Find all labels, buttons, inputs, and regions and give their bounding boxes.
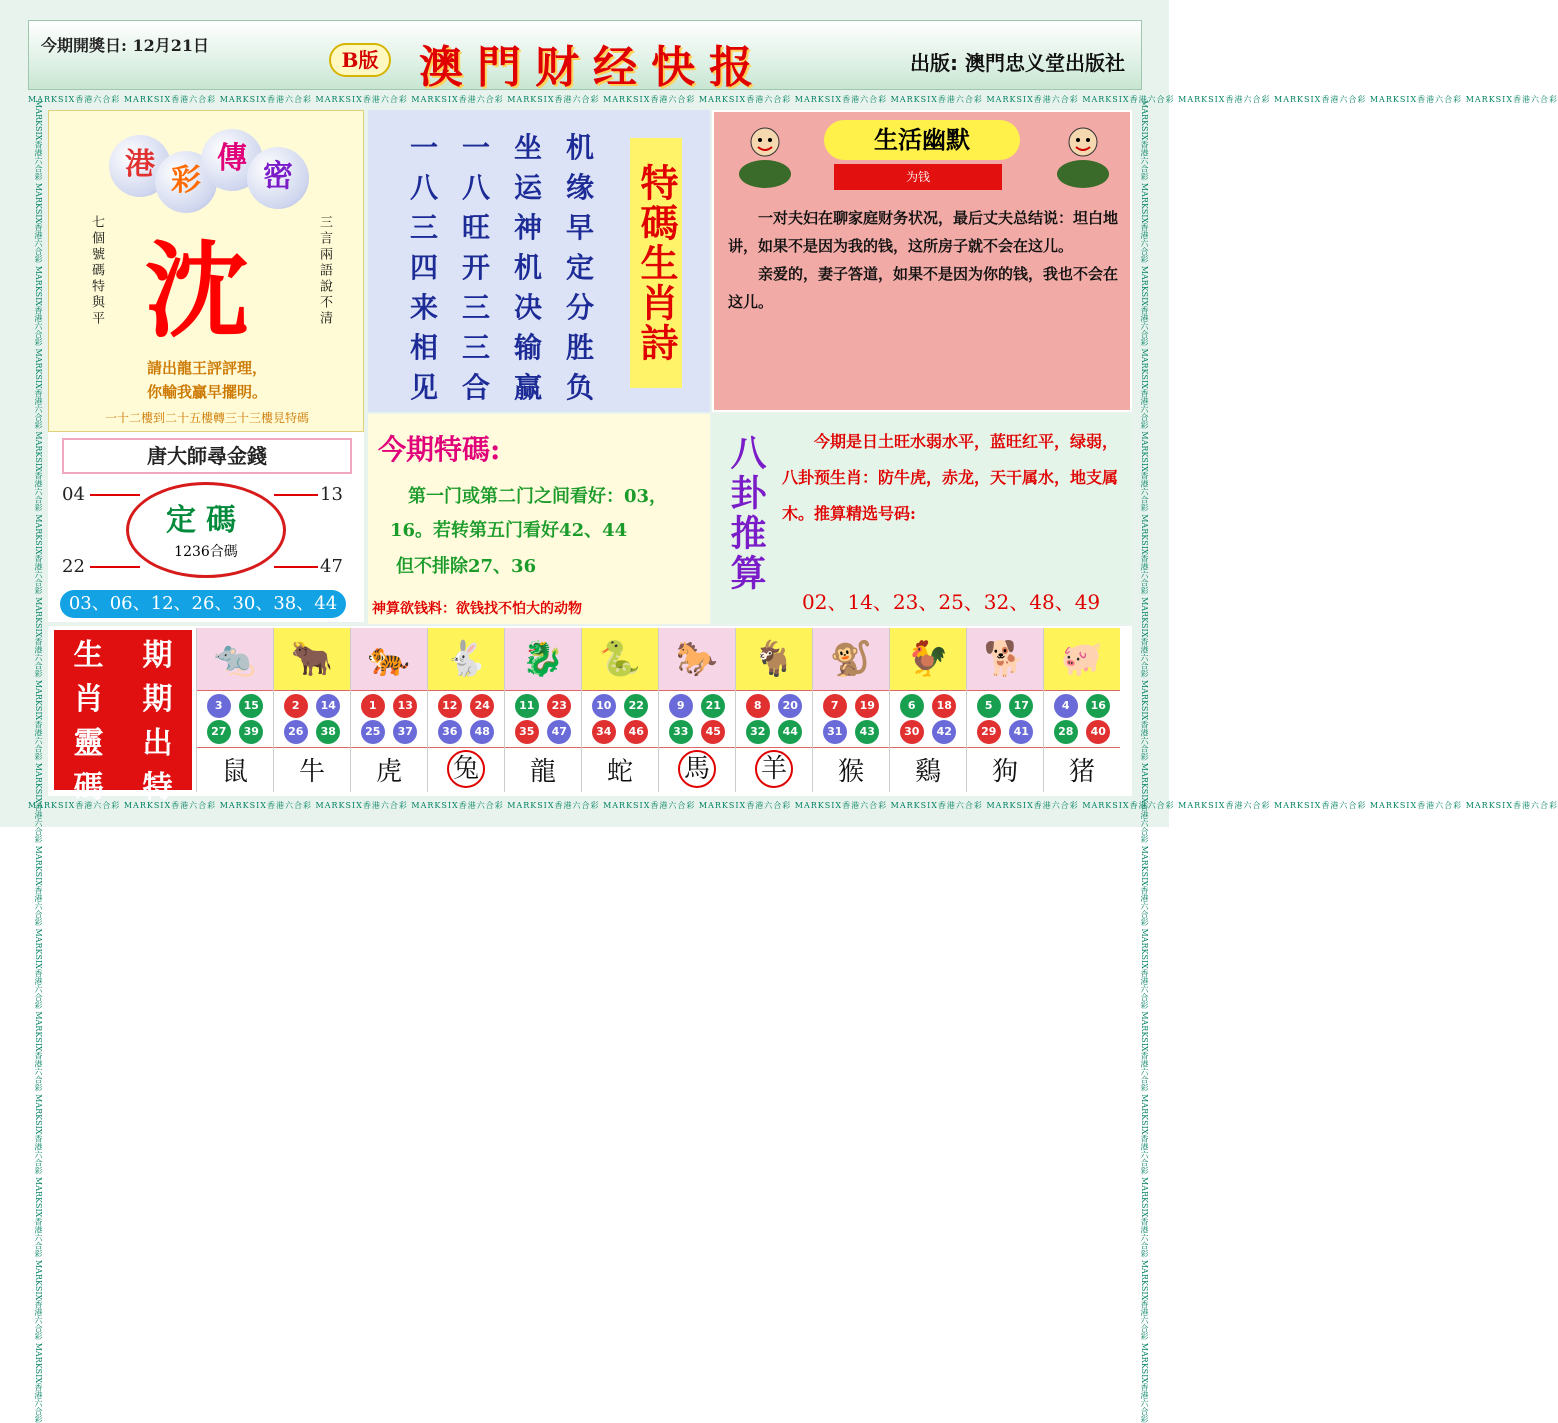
number-ball: 13 <box>393 694 417 718</box>
poem-char: 坐 <box>513 131 542 164</box>
number-balls <box>197 690 273 748</box>
poem-char: 八 <box>409 171 438 204</box>
bagua-panel <box>712 414 1132 624</box>
zodiac-name: 兔 <box>447 750 485 788</box>
number-ball: 16 <box>1086 694 1110 718</box>
number-ball: 47 <box>547 720 571 744</box>
zodiac-column <box>735 628 812 792</box>
number-ball: 37 <box>393 720 417 744</box>
zodiac-column <box>427 628 504 792</box>
poem-title: 特碼生肖詩 <box>630 138 682 388</box>
humor-panel <box>712 110 1132 412</box>
number-ball: 25 <box>361 720 385 744</box>
number-ball: 36 <box>438 720 462 744</box>
zodiac-table <box>48 626 1132 805</box>
number-tag: 04 <box>62 484 85 505</box>
zodiac-name: 猴 <box>837 756 864 787</box>
zodiac-name-cell <box>890 748 966 790</box>
number-ball: 20 <box>778 694 802 718</box>
number-ball: 8 <box>746 694 770 718</box>
dog-icon: 🐕 <box>967 628 1043 690</box>
zodiac-name: 羊 <box>755 750 793 788</box>
number-ball: 3 <box>207 694 231 718</box>
special-code-line: 第一门或第二门之间看好：03， <box>408 486 668 507</box>
zodiac-name-cell <box>274 748 350 790</box>
zodiac-label-char: 期 <box>142 638 173 673</box>
right-marksix-strip: MARKSIX香港六合彩 MARKSIX香港六合彩 MARKSIX香港六合彩 MARKSIX香港六合彩 MARKSIX香港六合彩 MARKSIX香港六合彩 MARKSIX香港六合彩 MARKSIX香港六合彩 MARKSIX香港六合彩 MARKSIX香港六合彩 MARKSIX香港六合彩 MARKSIX香港六合彩 MARKSIX香港六合彩 MARKSIX香港六合彩 MARKSIX香港六合彩 MARKSIX香港六合彩 <box>1140 100 1149 1423</box>
verse-line: 你輸我贏早擺明。 <box>146 383 267 401</box>
logo-char: 傳 <box>201 129 263 191</box>
header-bar <box>28 20 1142 93</box>
number-ball: 10 <box>592 694 616 718</box>
zodiac-name: 龍 <box>529 756 556 787</box>
issue-date: 今期開獎日: 12月21日 <box>41 36 210 55</box>
number-ball: 18 <box>932 694 956 718</box>
number-ball: 5 <box>977 694 1001 718</box>
logo-char: 彩 <box>155 151 217 213</box>
humor-title: 生活幽默 <box>824 120 1020 160</box>
number-ball: 6 <box>900 694 924 718</box>
ox-icon: 🐂 <box>274 628 350 690</box>
number-ball: 21 <box>701 694 725 718</box>
edition-badge: B版 <box>329 43 391 77</box>
zodiac-label-char: 碼 <box>73 770 104 805</box>
number-ball: 9 <box>669 694 693 718</box>
zodiac-column <box>812 628 889 792</box>
number-ball: 12 <box>438 694 462 718</box>
number-ball: 22 <box>624 694 648 718</box>
clown-icon <box>1054 120 1112 190</box>
zodiac-label-char: 特 <box>142 770 173 805</box>
humor-text <box>728 204 1120 316</box>
goat-icon: 🐐 <box>736 628 812 690</box>
number-tag: 13 <box>320 484 343 505</box>
zodiac-name: 鼠 <box>221 756 248 787</box>
humor-paragraph: 一对夫妇在聊家庭财务状况，最后丈夫总结说：坦白地讲，如果不是因为我的钱，这所房子就不会在这儿。 <box>728 209 1119 255</box>
zodiac-columns <box>196 628 1120 792</box>
number-ball: 2 <box>284 694 308 718</box>
zodiac-poem-panel <box>368 110 710 412</box>
special-code-title: 今期特碼: <box>378 433 501 466</box>
poem-char: 三 <box>409 211 438 244</box>
poem-char: 早 <box>565 211 594 244</box>
number-ball: 40 <box>1086 720 1110 744</box>
fixed-code-label: 定碼 <box>166 503 246 538</box>
number-balls <box>967 690 1043 748</box>
zodiac-name: 鷄 <box>914 756 941 787</box>
number-balls <box>890 690 966 748</box>
poem-char: 三 <box>461 291 490 324</box>
number-ball: 42 <box>932 720 956 744</box>
dragon-icon: 🐉 <box>505 628 581 690</box>
poem-char: 机 <box>513 251 542 284</box>
number-ball: 17 <box>1009 694 1033 718</box>
number-ball: 46 <box>624 720 648 744</box>
number-balls <box>1044 690 1120 748</box>
logo-char: 港 <box>109 135 171 197</box>
top-marksix-strip: MARKSIX香港六合彩 MARKSIX香港六合彩 MARKSIX香港六合彩 MARKSIX香港六合彩 MARKSIX香港六合彩 MARKSIX香港六合彩 MARKSIX香港六合彩 MARKSIX香港六合彩 MARKSIX香港六合彩 MARKSIX香港六合彩 MARKSIX香港六合彩 MARKSIX香港六合彩 MARKSIX香港六合彩 MARKSIX香港六合彩 MARKSIX香港六合彩 MARKSIX香港六合彩 <box>28 95 1558 104</box>
clown-icon <box>736 120 794 190</box>
number-ball: 7 <box>823 694 847 718</box>
zodiac-name-cell <box>736 748 812 790</box>
zodiac-column <box>658 628 735 792</box>
zodiac-label-char: 靈 <box>73 726 104 761</box>
bottom-marksix-strip: MARKSIX香港六合彩 MARKSIX香港六合彩 MARKSIX香港六合彩 MARKSIX香港六合彩 MARKSIX香港六合彩 MARKSIX香港六合彩 MARKSIX香港六合彩 MARKSIX香港六合彩 MARKSIX香港六合彩 MARKSIX香港六合彩 MARKSIX香港六合彩 MARKSIX香港六合彩 MARKSIX香港六合彩 MARKSIX香港六合彩 MARKSIX香港六合彩 MARKSIX香港六合彩 <box>28 801 1558 810</box>
zodiac-label-char: 期 <box>142 682 173 717</box>
zodiac-column <box>504 628 581 792</box>
zodiac-name-cell <box>1044 748 1120 790</box>
number-balls <box>736 690 812 748</box>
publisher-label: 出版: 澳門忠义堂出版社 <box>910 51 1125 75</box>
right-vertical-text: 三言兩語說不清 <box>317 215 332 327</box>
humor-subtitle: 为钱 <box>834 164 1002 190</box>
zodiac-name-cell <box>505 748 581 790</box>
number-balls <box>351 690 427 748</box>
number-balls <box>813 690 889 748</box>
zodiac-name-cell <box>351 748 427 790</box>
zodiac-name-cell <box>813 748 889 790</box>
number-balls <box>428 690 504 748</box>
number-balls <box>659 690 735 748</box>
zodiac-column <box>350 628 427 792</box>
zodiac-label-block <box>54 630 192 805</box>
poem-char: 胜 <box>565 331 594 364</box>
poem-char: 八 <box>461 171 490 204</box>
zodiac-name: 猪 <box>1068 756 1095 787</box>
bagua-numbers: 02、14、23、25、32、48、49 <box>802 590 1101 614</box>
poem-char: 负 <box>565 371 594 404</box>
riddle-panel <box>48 110 364 432</box>
zodiac-column <box>581 628 658 792</box>
humor-paragraph: 亲爱的，妻子答道，如果不是因为你的钱，我也不会在这儿。 <box>728 265 1119 311</box>
rat-icon: 🐀 <box>197 628 273 690</box>
zodiac-name: 蛇 <box>606 756 633 787</box>
number-ball: 48 <box>470 720 494 744</box>
number-ball: 29 <box>977 720 1001 744</box>
number-ball: 15 <box>239 694 263 718</box>
special-code-line: 16。若转第五门看好42、44 <box>390 520 628 541</box>
special-code-panel <box>368 414 710 624</box>
poem-char: 输 <box>513 331 542 364</box>
left-vertical-text: 七個號碼特與平 <box>89 215 104 327</box>
master-numbers-panel <box>48 432 364 622</box>
zodiac-label-char: 肖 <box>73 682 104 717</box>
masthead-title: 澳門财经快报 <box>419 42 767 93</box>
zodiac-name: 牛 <box>298 756 325 787</box>
bagua-title: 八卦推算 <box>725 434 767 594</box>
number-ball: 26 <box>284 720 308 744</box>
number-ball: 30 <box>900 720 924 744</box>
poem-char: 开 <box>461 251 490 284</box>
number-ball: 23 <box>547 694 571 718</box>
zodiac-name-cell <box>659 748 735 790</box>
verse-line: 請出龍王評評理， <box>146 359 267 377</box>
number-ball: 14 <box>316 694 340 718</box>
zodiac-label-char: 出 <box>142 726 173 761</box>
zodiac-column <box>889 628 966 792</box>
rabbit-icon: 🐇 <box>428 628 504 690</box>
special-code-footer: 神算欲钱料：欲钱找不怕大的动物 <box>372 601 582 617</box>
zodiac-name-cell <box>967 748 1043 790</box>
poem-grid <box>398 126 606 406</box>
poem-char: 三 <box>461 331 490 364</box>
connector-line <box>274 566 318 568</box>
poem-char: 一 <box>461 131 490 164</box>
number-ball: 33 <box>669 720 693 744</box>
number-ball: 27 <box>207 720 231 744</box>
poem-char: 见 <box>409 371 438 404</box>
poem-char: 决 <box>513 291 542 324</box>
poem-char: 定 <box>565 251 594 284</box>
poem-char: 合 <box>461 371 490 404</box>
number-pill: 03、06、12、26、30、38、44 <box>60 590 346 618</box>
hk-lottery-logo <box>109 129 309 199</box>
combo-label: 1236合碼 <box>174 544 238 560</box>
number-balls <box>274 690 350 748</box>
riddle-tip: 一十二樓到二十五樓轉三十三樓見特碼 <box>104 411 309 425</box>
horse-icon: 🐎 <box>659 628 735 690</box>
poem-char: 来 <box>409 291 438 324</box>
number-tag: 47 <box>320 556 343 577</box>
poem-char: 四 <box>409 251 438 284</box>
pig-icon: 🐖 <box>1044 628 1120 690</box>
special-code-line: 但不排除27、36 <box>396 556 537 577</box>
number-ball: 11 <box>515 694 539 718</box>
number-ball: 43 <box>855 720 879 744</box>
zodiac-column <box>1043 628 1120 792</box>
number-ball: 41 <box>1009 720 1033 744</box>
panel-title: 唐大師尋金錢 <box>62 438 352 474</box>
zodiac-column <box>273 628 350 792</box>
fixed-code-ellipse <box>126 482 286 578</box>
number-ball: 44 <box>778 720 802 744</box>
snake-icon: 🐍 <box>582 628 658 690</box>
poem-char: 缘 <box>565 171 594 204</box>
number-ball: 38 <box>316 720 340 744</box>
zodiac-name: 虎 <box>375 756 402 787</box>
zodiac-column <box>966 628 1043 792</box>
poem-char: 运 <box>513 171 542 204</box>
number-ball: 24 <box>470 694 494 718</box>
number-balls <box>505 690 581 748</box>
poem-char: 一 <box>409 131 438 164</box>
zodiac-name-cell <box>197 748 273 790</box>
number-ball: 1 <box>361 694 385 718</box>
tiger-icon: 🐅 <box>351 628 427 690</box>
number-ball: 4 <box>1054 694 1078 718</box>
number-ball: 39 <box>239 720 263 744</box>
zodiac-name: 狗 <box>991 756 1018 787</box>
number-ball: 34 <box>592 720 616 744</box>
left-marksix-strip: MARKSIX香港六合彩 MARKSIX香港六合彩 MARKSIX香港六合彩 MARKSIX香港六合彩 MARKSIX香港六合彩 MARKSIX香港六合彩 MARKSIX香港六合彩 MARKSIX香港六合彩 MARKSIX香港六合彩 MARKSIX香港六合彩 MARKSIX香港六合彩 MARKSIX香港六合彩 MARKSIX香港六合彩 MARKSIX香港六合彩 MARKSIX香港六合彩 MARKSIX香港六合彩 <box>34 100 43 1423</box>
zodiac-label-char: 生 <box>73 638 104 673</box>
number-ball: 32 <box>746 720 770 744</box>
poem-char: 机 <box>565 131 594 164</box>
feature-character: 沈 <box>145 229 250 352</box>
poem-char: 赢 <box>513 371 542 404</box>
number-balls <box>582 690 658 748</box>
zodiac-column <box>196 628 273 792</box>
zodiac-name: 馬 <box>678 750 716 788</box>
number-ball: 19 <box>855 694 879 718</box>
number-ball: 45 <box>701 720 725 744</box>
rooster-icon: 🐓 <box>890 628 966 690</box>
number-tag: 22 <box>62 556 85 577</box>
connector-line <box>90 566 140 568</box>
poem-char: 旺 <box>461 211 490 244</box>
zodiac-name-cell <box>582 748 658 790</box>
bagua-text: 今期是日土旺水弱水平，蓝旺红平，绿弱，八卦预生肖：防牛虎，赤龙，天干属水，地支属木。推算精选号码: <box>782 432 1119 523</box>
poem-char: 相 <box>409 331 438 364</box>
number-ball: 28 <box>1054 720 1078 744</box>
number-ball: 31 <box>823 720 847 744</box>
number-ball: 35 <box>515 720 539 744</box>
poem-char: 神 <box>513 211 542 244</box>
logo-char: 密 <box>247 147 309 209</box>
monkey-icon: 🐒 <box>813 628 889 690</box>
zodiac-name-cell <box>428 748 504 790</box>
poem-char: 分 <box>565 291 594 324</box>
